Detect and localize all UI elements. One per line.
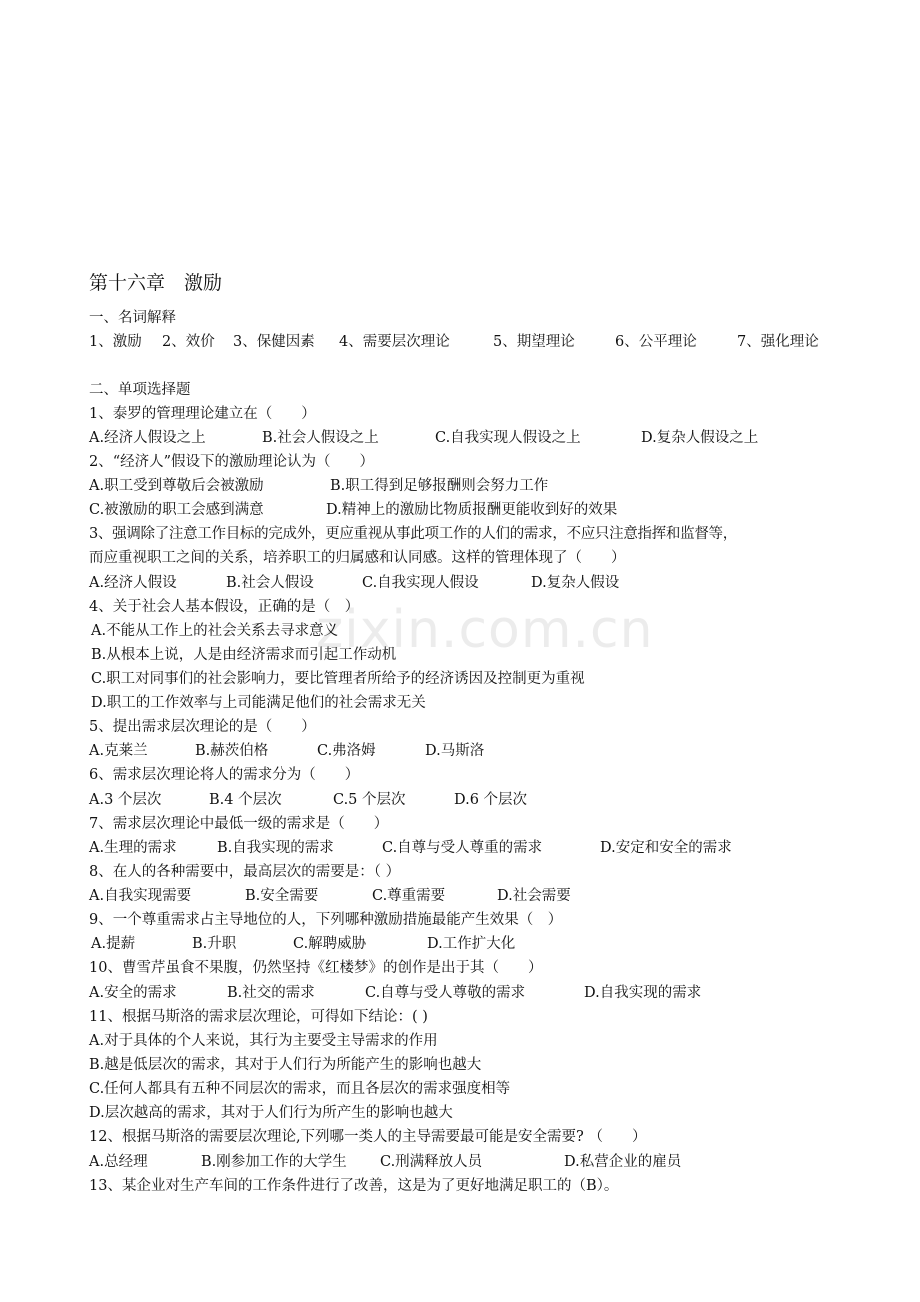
term-item: 2、效价 (162, 334, 215, 350)
question-text: 11、根据马斯洛的需求层次理论，可得如下结论：( ) (89, 1009, 428, 1025)
option: B.社会人假设 (226, 575, 314, 591)
term-item: 5、期望理论 (493, 334, 575, 350)
option: C.职工对同事们的社会影响力，要比管理者所给予的经济诱因及控制更为重视 (91, 671, 585, 687)
question-text: 6、需求层次理论将人的需求分为（ ） (89, 767, 360, 783)
option: C.自尊与受人尊重的需求 (382, 840, 543, 856)
section-heading-choice: 二、单项选择题 (89, 382, 191, 398)
option: A.安全的需求 (89, 985, 177, 1001)
option: C.任何人都具有五种不同层次的需求，而且各层次的需求强度相等 (89, 1081, 511, 1097)
option: B.赫茨伯格 (195, 743, 269, 759)
option: D.工作扩大化 (427, 936, 516, 952)
option: D.安定和安全的需求 (600, 840, 732, 856)
option: A.生理的需求 (89, 840, 177, 856)
term-item: 7、强化理论 (737, 334, 819, 350)
option: B.升职 (192, 936, 237, 952)
option: D.马斯洛 (425, 743, 485, 759)
question-text: 10、曹雪芹虽食不果腹，仍然坚持《红楼梦》的创作是出于其（ ） (89, 960, 543, 976)
question-text: 5、提出需求层次理论的是（ ） (89, 719, 316, 735)
option: D.社会需要 (497, 888, 571, 904)
option: C.刑满释放人员 (380, 1154, 483, 1170)
option: B.社交的需求 (227, 985, 315, 1001)
option: C.被激励的职工会感到满意 (89, 502, 264, 518)
watermark: zixin.com.cn (316, 600, 654, 660)
term-item: 4、需要层次理论 (339, 334, 450, 350)
option: C.自尊与受人尊敬的需求 (365, 985, 526, 1001)
term-item: 6、公平理论 (615, 334, 697, 350)
question-text: 12、根据马斯洛的需要层次理论,下列哪一类人的主导需要最可能是安全需要? （ ） (89, 1129, 647, 1145)
question-text: 13、某企业对生产车间的工作条件进行了改善，这是为了更好地满足职工的（B）。 (89, 1178, 619, 1194)
question-text: 8、在人的各种需要中，最高层次的需要是：（ ） (89, 864, 401, 880)
option: B.职工得到足够报酬则会努力工作 (330, 478, 549, 494)
question-text: 9、一个尊重需求占主导地位的人，下列哪种激励措施最能产生效果（ ） (89, 912, 563, 928)
option: A.提薪 (91, 936, 136, 952)
option: D.层次越高的需求，其对于人们行为所产生的影响也越大 (89, 1105, 453, 1121)
option: C.自我实现人假设之上 (435, 430, 581, 446)
option: B.社会人假设之上 (262, 430, 379, 446)
option: A.对于具体的个人来说，其行为主要受主导需求的作用 (89, 1033, 438, 1049)
term-item: 1、激励 (89, 334, 142, 350)
chapter-title: 第十六章 激励 (89, 272, 223, 294)
option: B.安全需要 (245, 888, 319, 904)
term-item: 3、保健因素 (233, 334, 315, 350)
option: D.私营企业的雇员 (564, 1154, 682, 1170)
option: D.复杂人假设之上 (641, 430, 759, 446)
option: D.6 个层次 (454, 792, 528, 808)
option: A.克莱兰 (89, 743, 148, 759)
question-text: 4、关于社会人基本假设，正确的是（ ） (89, 599, 360, 615)
question-text: 3、强调除了注意工作目标的完成外，更应重视从事此项工作的人们的需求，不应只注意指挥和监督等， (89, 526, 737, 542)
option: D.职工的工作效率与上司能满足他们的社会需求无关 (91, 695, 426, 711)
option: C.尊重需要 (372, 888, 446, 904)
option: A.职工受到尊敬后会被激励 (89, 478, 264, 494)
option: C.5 个层次 (333, 792, 406, 808)
option: B.4 个层次 (209, 792, 282, 808)
option: D.自我实现的需求 (584, 985, 702, 1001)
option: D.复杂人假设 (531, 575, 620, 591)
option: B.自我实现的需求 (217, 840, 334, 856)
option: A.总经理 (89, 1154, 148, 1170)
option: C.弗洛姆 (317, 743, 376, 759)
option: C.自我实现人假设 (362, 575, 479, 591)
question-text: 7、需求层次理论中最低一级的需求是（ ） (89, 816, 389, 832)
question-text-continued: 而应重视职工之间的关系，培养职工的归属感和认同感。这样的管理体现了（ ） (89, 550, 626, 566)
section-heading-terms: 一、名词解释 (89, 310, 176, 326)
option: A.经济人假设之上 (89, 430, 206, 446)
question-text: 1、泰罗的管理理论建立在（ ） (89, 406, 316, 422)
option: B.越是低层次的需求，其对于人们行为所能产生的影响也越大 (89, 1057, 482, 1073)
option: B.从根本上说，人是由经济需求而引起工作动机 (91, 647, 397, 663)
option: A.自我实现需要 (89, 888, 192, 904)
option: A.经济人假设 (89, 575, 177, 591)
question-text: 2、“经济人”假设下的激励理论认为（ ） (89, 454, 375, 470)
option: D.精神上的激励比物质报酬更能收到好的效果 (326, 502, 618, 518)
option: B.刚参加工作的大学生 (201, 1154, 347, 1170)
option: A.不能从工作上的社会关系去寻求意义 (91, 623, 339, 639)
option: A.3 个层次 (89, 792, 162, 808)
option: C.解聘威胁 (293, 936, 367, 952)
